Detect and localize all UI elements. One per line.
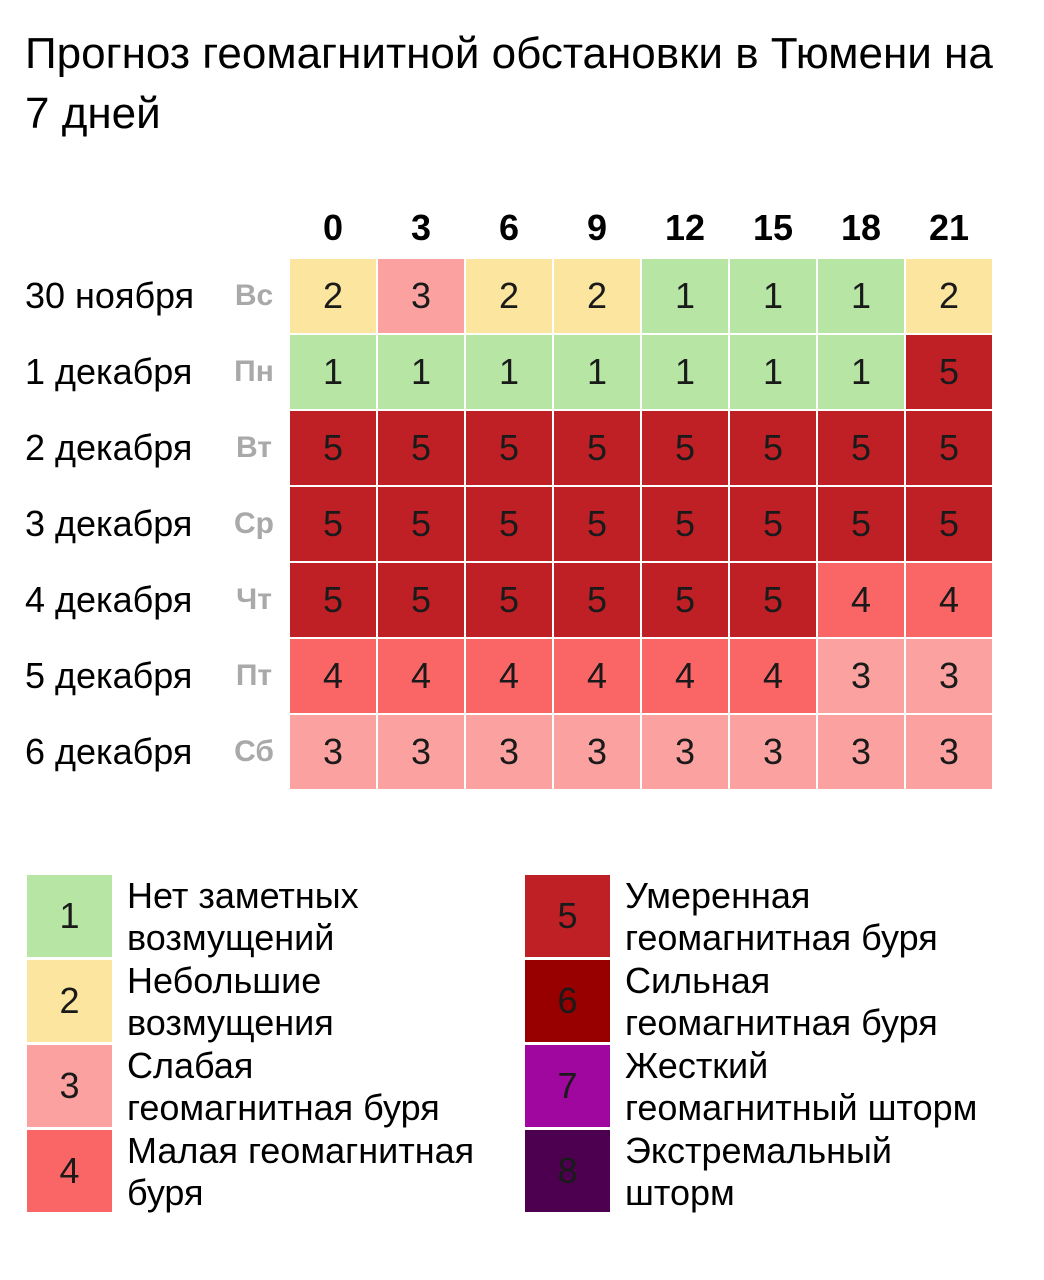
heatmap-cell: 5 [290,411,376,485]
heatmap-cell: 1 [554,335,640,409]
hour-label: 15 [752,207,794,248]
heatmap-cell: 1 [730,259,816,333]
forecast-row [0,335,1044,409]
heatmap-cell: 3 [818,639,904,713]
hour-label: 21 [928,207,970,248]
row-weekday: Пн [234,355,274,388]
heatmap-cell: 5 [906,411,992,485]
heatmap-cell: 4 [642,639,728,713]
heatmap-cell: 1 [378,335,464,409]
heatmap-cell: 5 [906,335,992,409]
legend-item [525,1045,1025,1130]
heatmap-cell: 3 [818,715,904,789]
legend-swatch: 4 [27,1130,112,1212]
legend-swatch: 6 [525,960,610,1042]
hour-header [0,200,1044,256]
heatmap-cell: 5 [290,487,376,561]
legend-item [27,875,527,960]
legend-item [27,960,527,1045]
heatmap-cell: 5 [818,487,904,561]
heatmap-cell: 5 [554,411,640,485]
heatmap-cell: 5 [378,487,464,561]
row-weekday: Вс [234,279,274,312]
heatmap-cell: 1 [818,259,904,333]
row-date: 4 декабря [25,579,193,620]
heatmap-cell: 1 [730,335,816,409]
heatmap-cell: 5 [730,563,816,637]
heatmap-cell: 4 [378,639,464,713]
forecast-row [0,411,1044,485]
row-weekday: Ср [234,507,274,540]
forecast-row [0,715,1044,789]
hour-label: 6 [498,207,520,248]
heatmap-cell: 4 [730,639,816,713]
legend-item [525,875,1025,960]
heatmap-cell: 5 [906,487,992,561]
heatmap-cell: 4 [818,563,904,637]
row-weekday: Чт [236,583,272,616]
heatmap-cell: 4 [554,639,640,713]
heatmap-cell: 5 [378,563,464,637]
heatmap-cell: 5 [466,563,552,637]
heatmap-cell: 3 [642,715,728,789]
heatmap-cell: 1 [642,335,728,409]
legend-swatch: 5 [525,875,610,957]
heatmap-cell: 3 [906,715,992,789]
hour-label: 12 [664,207,706,248]
row-weekday: Сб [234,735,274,768]
heatmap-cell: 1 [642,259,728,333]
forecast-row [0,639,1044,713]
heatmap-cell: 5 [554,487,640,561]
heatmap-cell: 2 [290,259,376,333]
page-title: Прогноз геомагнитной обстановки в Тюмени на 7 дней [25,29,993,138]
heatmap-cell: 5 [554,563,640,637]
heatmap-cell: 5 [466,487,552,561]
row-date: 5 декабря [25,655,193,696]
row-date: 3 декабря [25,503,193,544]
heatmap-cell: 3 [378,715,464,789]
hour-label: 3 [410,207,432,248]
forecast-row [0,487,1044,561]
legend-swatch: 7 [525,1045,610,1127]
legend [0,875,1044,1215]
heatmap-cell: 5 [642,487,728,561]
legend-label: Небольшие возмущения [127,960,334,1043]
heatmap-cell: 3 [730,715,816,789]
heatmap-cell: 2 [466,259,552,333]
heatmap-cell: 5 [642,411,728,485]
heatmap-cell: 3 [466,715,552,789]
legend-swatch: 1 [27,875,112,957]
row-date: 6 декабря [25,731,193,772]
heatmap-cell: 1 [290,335,376,409]
heatmap-cell: 2 [906,259,992,333]
legend-swatch: 3 [27,1045,112,1127]
heatmap-cell: 2 [554,259,640,333]
heatmap-cell: 4 [290,639,376,713]
row-date: 1 декабря [25,351,193,392]
legend-swatch: 2 [27,960,112,1042]
heatmap-cell: 5 [642,563,728,637]
legend-swatch: 8 [525,1130,610,1212]
heatmap-cell: 4 [906,563,992,637]
legend-label: Умеренная геомагнитная буря [625,875,938,958]
hour-label: 18 [840,207,882,248]
heatmap-cell: 3 [554,715,640,789]
row-date: 2 декабря [25,427,193,468]
legend-label: Нет заметных возмущений [127,875,359,958]
heatmap-cell: 1 [818,335,904,409]
legend-item [525,960,1025,1045]
legend-label: Малая геомагнитная буря [127,1130,475,1213]
legend-item [27,1045,527,1130]
row-date: 30 ноября [25,275,195,316]
heatmap-cell: 5 [378,411,464,485]
heatmap-cell: 5 [730,411,816,485]
row-weekday: Вт [236,431,272,464]
hour-label: 9 [586,207,608,248]
heatmap-cell: 5 [818,411,904,485]
heatmap-cell: 5 [466,411,552,485]
legend-item [525,1130,1025,1215]
heatmap-cell: 3 [290,715,376,789]
legend-label: Жесткий геомагнитный шторм [625,1045,978,1128]
forecast-row [0,259,1044,333]
legend-item [27,1130,527,1215]
legend-label: Слабая геомагнитная буря [127,1045,440,1128]
hour-label: 0 [322,207,344,248]
forecast-row [0,563,1044,637]
heatmap-cell: 3 [906,639,992,713]
legend-label: Экстремальный шторм [625,1130,892,1213]
heatmap-cell: 5 [730,487,816,561]
heatmap-cell: 1 [466,335,552,409]
row-weekday: Пт [235,659,273,692]
heatmap-cell: 4 [466,639,552,713]
legend-label: Сильная геомагнитная буря [625,960,938,1043]
heatmap-cell: 5 [290,563,376,637]
heatmap-cell: 3 [378,259,464,333]
